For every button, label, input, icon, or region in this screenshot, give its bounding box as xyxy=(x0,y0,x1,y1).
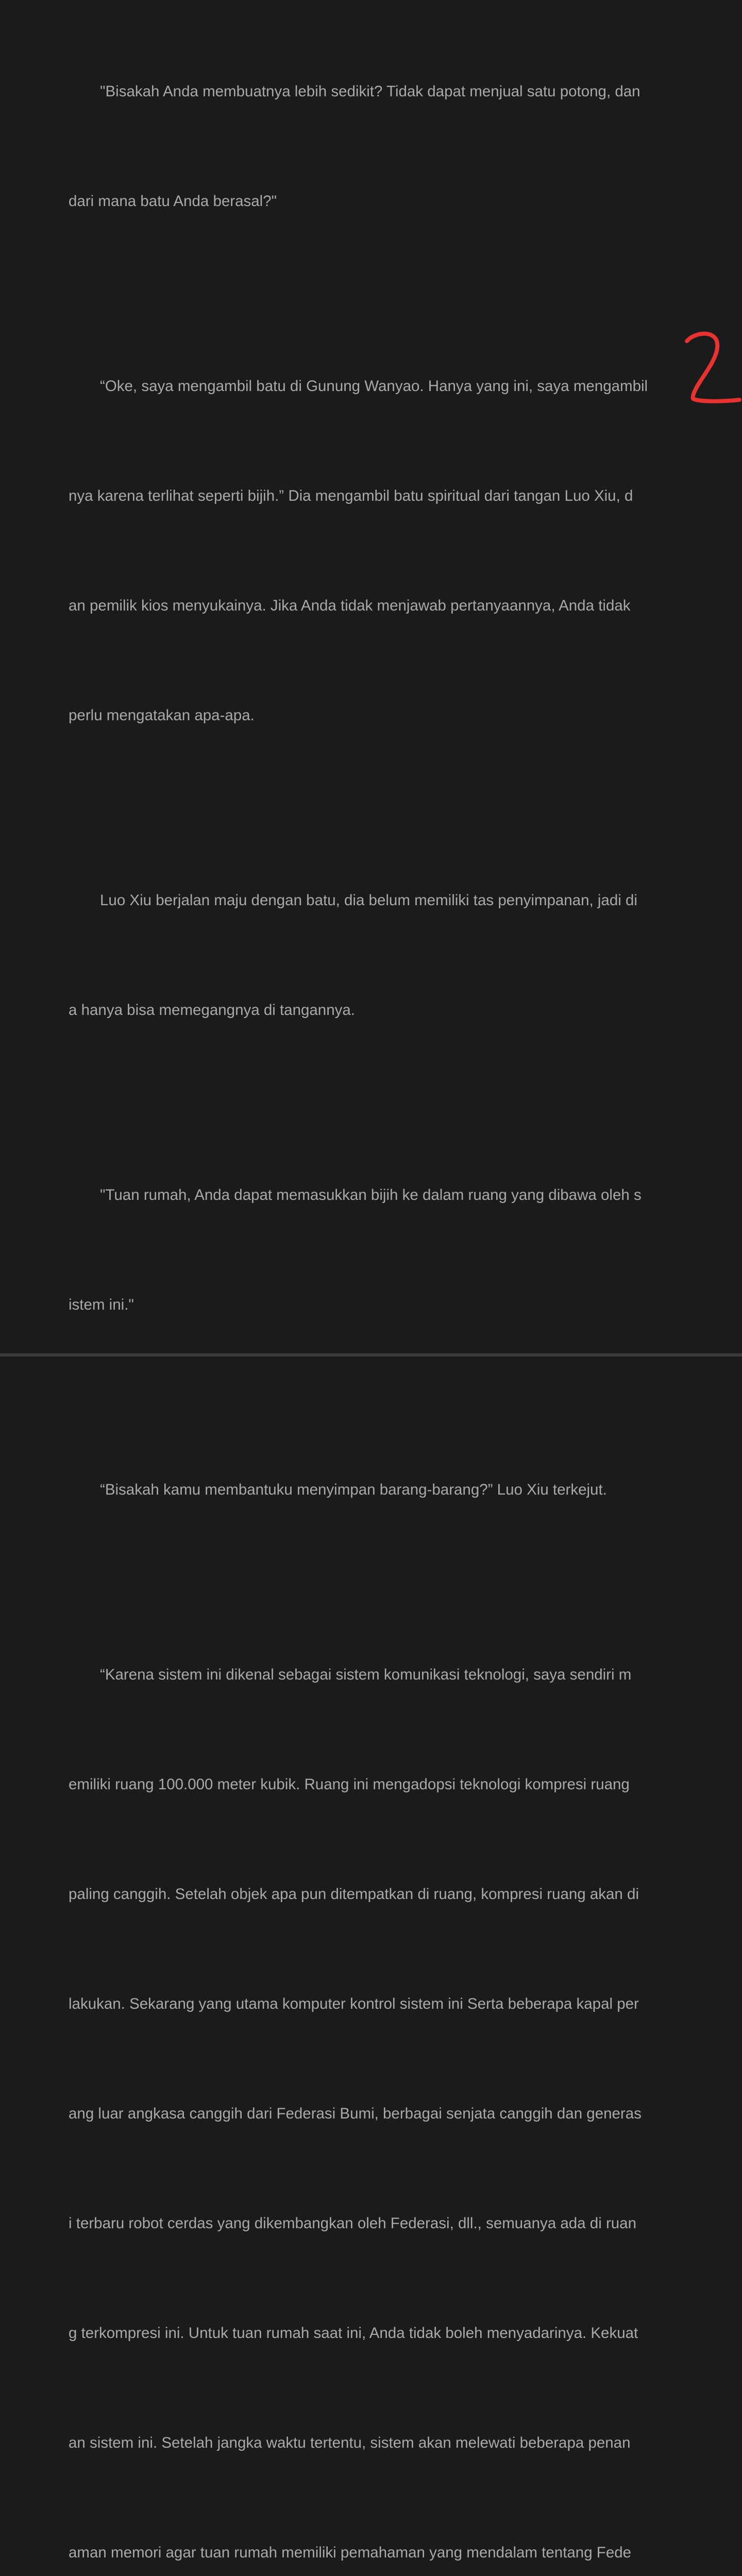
text-line: “Bisakah kamu membantuku menyimpan barang-barang?” Luo Xiu terkejut. xyxy=(100,1481,607,1498)
text-line: emiliki ruang 100.000 meter kubik. Ruang ini mengadopsi teknologi kompresi ruang xyxy=(69,1776,630,1793)
paragraph xyxy=(69,1398,674,1581)
text-line: “Oke, saya mengambil batu di Gunung Wanyao. Hanya yang ini, saya mengambil xyxy=(100,378,648,395)
text-line: istem ini." xyxy=(69,1296,134,1313)
text-line: "Tuan rumah, Anda dapat memasukkan bijih ke dalam ruang yang dibawa oleh s xyxy=(100,1187,642,1204)
text-line: nya karena terlihat seperti bijih.” Dia mengambil batu spiritual dari tangan Luo Xiu, d xyxy=(69,487,633,504)
text-line: Luo Xiu berjalan maju dengan batu, dia belum memiliki tas penyimpanan, jadi di xyxy=(100,892,637,909)
text-line: paling canggih. Setelah objek apa pun ditempatkan di ruang, kompresi ruang akan di xyxy=(69,1886,639,1903)
text-line: lakukan. Sekarang yang utama komputer kontrol sistem ini Serta beberapa kapal per xyxy=(69,1995,639,2012)
handwritten-number-2-icon xyxy=(683,330,742,407)
text-line: "Bisakah Anda membuatnya lebih sedikit? Tidak dapat menjual satu potong, dan xyxy=(100,83,640,100)
text-line: an sistem ini. Setelah jangka waktu tertentu, sistem akan melewati beberapa penan xyxy=(69,2434,631,2451)
text-line: an pemilik kios menyukainya. Jika Anda tidak menjawab pertanyaannya, Anda tidak xyxy=(69,597,631,614)
text-line: ang luar angkasa canggih dari Federasi Bumi, berbagai senjata canggih dan generas xyxy=(69,2105,642,2122)
text-line: dari mana batu Anda berasal?" xyxy=(69,193,277,210)
text-line: g terkompresi ini. Untuk tuan rumah saat ini, Anda tidak boleh menyadarinya. Kekuat xyxy=(69,2325,638,2342)
text-line: a hanya bisa memegangnya di tangannya. xyxy=(69,1002,355,1019)
text-line: aman memori agar tuan rumah memiliki pemahaman yang mendalam tentang Fede xyxy=(69,2544,632,2561)
text-line: i terbaru robot cerdas yang dikembangkan oleh Federasi, dll., semuanya ada di ruan xyxy=(69,2215,636,2232)
paragraph xyxy=(69,295,674,807)
paragraph xyxy=(69,0,674,293)
paragraph xyxy=(69,1583,674,2576)
bottom-divider xyxy=(0,1353,742,1357)
paragraph xyxy=(69,1104,674,1396)
reader-content xyxy=(69,0,674,2576)
text-line: “Karena sistem ini dikenal sebagai sistem komunikasi teknologi, saya sendiri m xyxy=(100,1666,632,1683)
paragraph xyxy=(69,809,674,1101)
text-line: perlu mengatakan apa-apa. xyxy=(69,707,255,724)
